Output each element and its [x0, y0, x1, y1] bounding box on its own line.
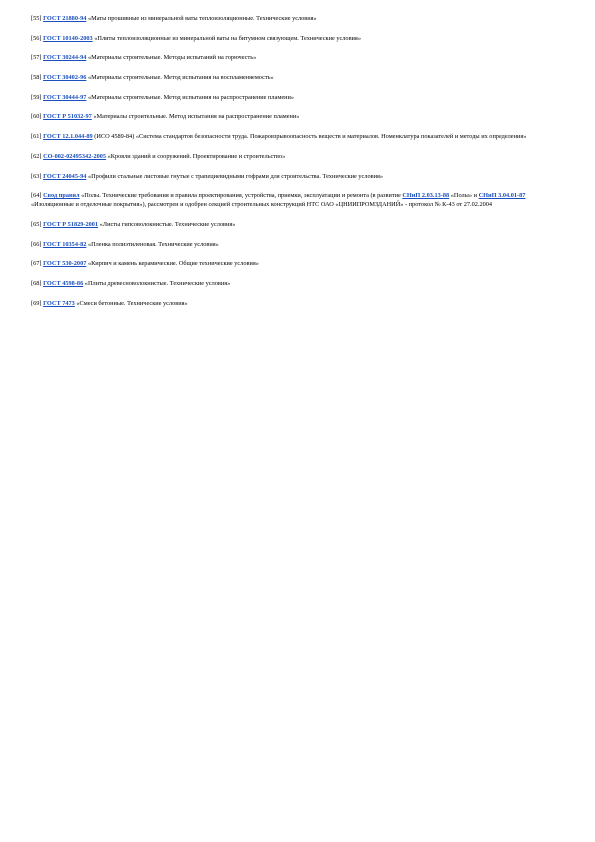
- reference-item: [31, 73, 566, 82]
- reference-text: «Полы. Технические требования и правила проектирования, устройства, приемки, эксплуатации и ремонта (в развитие: [79, 192, 403, 200]
- reference-item: [31, 240, 566, 249]
- reference-number: [63]: [31, 172, 42, 180]
- reference-text: «Полы» и: [449, 192, 479, 200]
- reference-number: [66]: [31, 240, 42, 248]
- reference-number: [59]: [31, 93, 42, 101]
- reference-text: «Маты прошивные из минеральной ваты теплоизоляционные. Технические условия»: [86, 15, 317, 22]
- reference-item: [31, 14, 566, 23]
- reference-link-snip-floors[interactable]: СНиП 2.03.13-88: [402, 192, 450, 200]
- reference-number: [57]: [31, 54, 42, 62]
- reference-link[interactable]: ГОСТ 30244-94: [43, 54, 87, 62]
- reference-link[interactable]: СО-002-02495342-2005: [43, 152, 107, 160]
- reference-number: [61]: [31, 133, 42, 141]
- reference-item: [31, 191, 566, 209]
- reference-item: [31, 152, 566, 161]
- reference-link[interactable]: ГОСТ 10140-2003: [43, 34, 93, 42]
- reference-text: «Профили стальные листовые гнутые с трапециевидными гофрами для строительства. Технические условия»: [86, 172, 384, 180]
- reference-item: [31, 34, 566, 43]
- reference-link[interactable]: Свод правил: [43, 192, 80, 200]
- reference-text: «Материалы строительные. Методы испытаний на горючесть»: [86, 54, 257, 62]
- reference-text: «Материалы строительные. Метод испытания на воспламеняемость»: [86, 74, 274, 82]
- reference-text: «Материалы строительные. Метод испытания на распространение пламени»: [86, 93, 295, 101]
- reference-item: [31, 259, 566, 268]
- reference-link[interactable]: ГОСТ 24045-94: [43, 172, 87, 180]
- reference-link[interactable]: ГОСТ 530-2007: [43, 260, 87, 268]
- reference-link[interactable]: ГОСТ 7473: [43, 299, 75, 307]
- reference-text: «Кирпич и камень керамические. Общие технические условия»: [86, 260, 259, 268]
- reference-link-snip-coatings[interactable]: СНиП 3.04.01-87: [478, 192, 526, 200]
- reference-text: «Листы гипсоволокнистые. Технические условия»: [98, 220, 236, 228]
- reference-number: [68]: [31, 279, 42, 287]
- reference-number: [62]: [31, 152, 42, 160]
- reference-number: [65]: [31, 220, 42, 228]
- reference-text: (ИСО 4589-84) «Система стандартов безопасности труда. Пожаровзрывоопасность веществ и материалов. Номенклатура показателей и методы их определения»: [92, 133, 527, 141]
- reference-text: «Изоляционные и отделочные покрытия»), рассмотрен и одобрен секцией строительных конструкций НТС ОАО «ЦНИИПРОМЗДАНИЙ» - протокол № К-43 от 27.02.2004: [31, 201, 493, 209]
- reference-item: [31, 53, 566, 62]
- reference-number: [55]: [31, 15, 42, 22]
- reference-link[interactable]: ГОСТ 21880-94: [43, 15, 87, 22]
- reference-text: «Кровли зданий и сооружений. Проектирование и строительство»: [106, 152, 286, 160]
- reference-link[interactable]: ГОСТ Р 51829-2001: [43, 220, 99, 228]
- reference-list: [31, 14, 566, 318]
- reference-text: «Плиты теплоизоляционные из минеральной ваты на битумном связующем. Технические условия»: [92, 34, 361, 42]
- reference-text: «Пленка полиэтиленовая. Технические условия»: [86, 240, 219, 248]
- reference-link[interactable]: ГОСТ 12.1.044-89: [43, 133, 93, 141]
- reference-number: [69]: [31, 299, 42, 307]
- reference-text: «Материалы строительные. Метод испытания на распространение пламени»: [91, 113, 300, 121]
- reference-text: «Смеси бетонные. Технические условия»: [74, 299, 188, 307]
- reference-number: [64]: [31, 192, 42, 200]
- reference-link[interactable]: ГОСТ 4598-86: [43, 279, 84, 287]
- reference-text: «Плиты древесноволокнистые. Технические условия»: [83, 279, 231, 287]
- reference-item: [31, 299, 566, 308]
- reference-link[interactable]: ГОСТ 30402-96: [43, 74, 87, 82]
- reference-link[interactable]: ГОСТ Р 51032-97: [43, 113, 92, 121]
- reference-item: [31, 279, 566, 288]
- reference-number: [58]: [31, 74, 42, 82]
- reference-item: [31, 172, 566, 181]
- reference-link[interactable]: ГОСТ 30444-97: [43, 93, 87, 101]
- reference-item: [31, 93, 566, 102]
- reference-number: [56]: [31, 34, 42, 42]
- reference-item: [31, 112, 566, 121]
- reference-item: [31, 220, 566, 229]
- reference-number: [60]: [31, 113, 42, 121]
- reference-item: [31, 132, 566, 141]
- reference-link[interactable]: ГОСТ 10354-82: [43, 240, 87, 248]
- reference-number: [67]: [31, 260, 42, 268]
